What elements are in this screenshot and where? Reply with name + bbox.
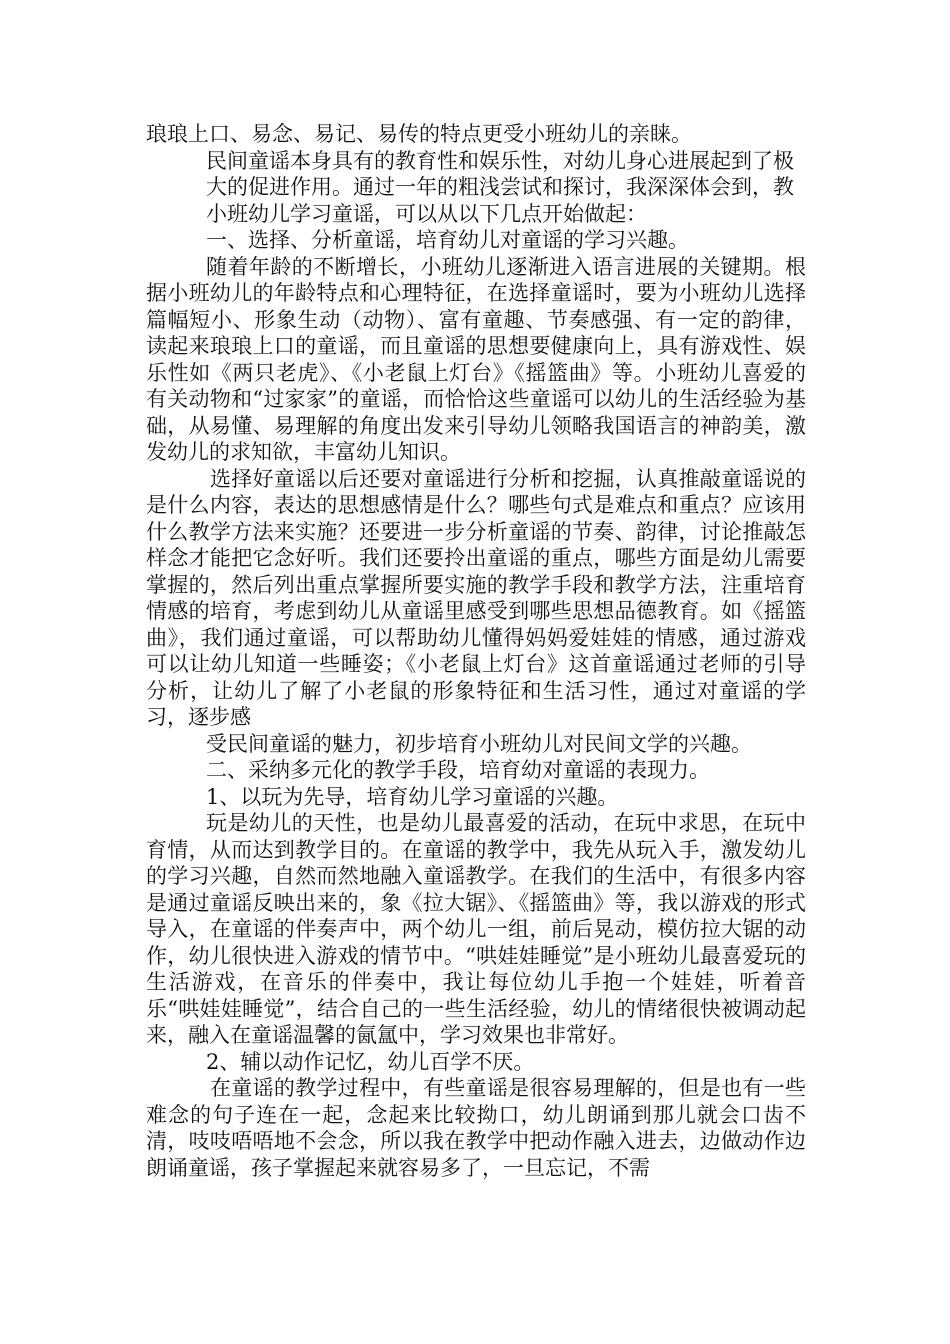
paragraph-9: 在童谣的教学过程中，有些童谣是很容易理解的，但是也有一些难念的句子连在一起，念起来比较拗口，幼儿朗诵到那儿就会口齿不清，吱吱唔唔地不会念，所以我在教学中把动作融入进去，边做动作边朗诵童谣，孩子掌握起来就容易多了，一旦忘记，不需 (146, 1076, 806, 1180)
paragraph-3: 大的促进作用。通过一年的粗浅尝试和探讨，我深深体会到，教 (206, 175, 794, 199)
paragraph-8: 玩是幼儿的天性，也是幼儿最喜爱的活动，在玩中求思，在玩中育情，从而达到教学目的。在童谣的教学中，我先从玩入手，激发幼儿的学习兴趣，自然而然地融入童谣教学。在我们的生活中，有很多内容是通过童谣反映出来的，象《拉大锯》、《摇篮曲》等，我以游戏的形式导入，在童谣的伴奏声中，两个幼儿一组，前后晃动，模仿拉大锯的动作，幼儿很快进入游戏的情节中。“哄娃娃睡觉”是小班幼儿最喜爱玩的生活游戏，在音乐的伴奏中，我让每位幼儿手抱一个娃娃，听着音乐“哄娃娃睡觉”，结合自己的一些生活经验，幼儿的情绪很快被调动起来，融入在童谣温馨的氤氲中，学习效果也非常好。 (146, 811, 806, 1047)
paragraph-4: 小班幼儿学习童谣，可以从以下几点开始做起： (206, 201, 647, 226)
document-body (146, 121, 806, 1181)
paragraph-7: 受民间童谣的魅力，初步培育小班幼儿对民间文学的兴趣。 (206, 731, 752, 756)
paragraph-2: 民间童谣本身具有的教育性和娱乐性，对幼儿身心进展起到了极 (206, 148, 794, 173)
paragraph-6: 选择好童谣以后还要对童谣进行分析和挖掘，认真推敲童谣说的是什么内容，表达的思想感情是什么？哪些句式是难点和重点？应该用什么教学方法来实施？还要进一步分析童谣的节奏、韵律，讨论推敲怎样念才能把它念好听。我们还要拎出童谣的重点，哪些方面是幼儿需要掌握的，然后列出重点掌握所要实施的教学手段和教学方法，注重培育情感的培育，考虑到幼儿从童谣里感受到哪些思想品德教育。如《摇篮曲》，我们通过童谣，可以帮助幼儿懂得妈妈爱娃娃的情感，通过游戏可以让幼儿知道一些睡姿；《小老鼠上灯台》这首童谣通过老师的引导分析，让幼儿了解了小老鼠的形象特征和生活习性，通过对童谣的学习，逐步感 (146, 466, 806, 729)
section-heading-1: 一、选择、分析童谣，培育幼儿对童谣的学习兴趣。 (206, 228, 689, 252)
paragraph-5: 随着年龄的不断增长，小班幼儿逐渐进入语言进展的关键期。根据小班幼儿的年龄特点和心理特征，在选择童谣时，要为小班幼儿选择篇幅短小、形象生动（动物）、富有童趣、节奏感强、有一定的韵律，读起来琅琅上口的童谣，而且童谣的思想要健康向上，具有游戏性、娱乐性如《两只老虎》、《小老鼠上灯台》《摇篮曲》等。小班幼儿喜爱的有关动物和“过家家”的童谣，而恰恰这些童谣可以幼儿的生活经验为基础，从易懂、易理解的角度出发来引导幼儿领略我国语言的神韵美，激发幼儿的求知欲，丰富幼儿知识。 (146, 254, 806, 464)
section-heading-2: 二、采纳多元化的教学手段，培育幼对童谣的表现力。 (206, 758, 710, 782)
subheading-2: 2、辅以动作记忆，幼儿百学不厌。 (206, 1049, 535, 1074)
paragraph-1: 琅琅上口、易念、易记、易传的特点更受小班幼儿的亲睐。 (146, 122, 692, 146)
subheading-1: 1、以玩为先导，培育幼儿学习童谣的兴趣。 (206, 784, 619, 809)
